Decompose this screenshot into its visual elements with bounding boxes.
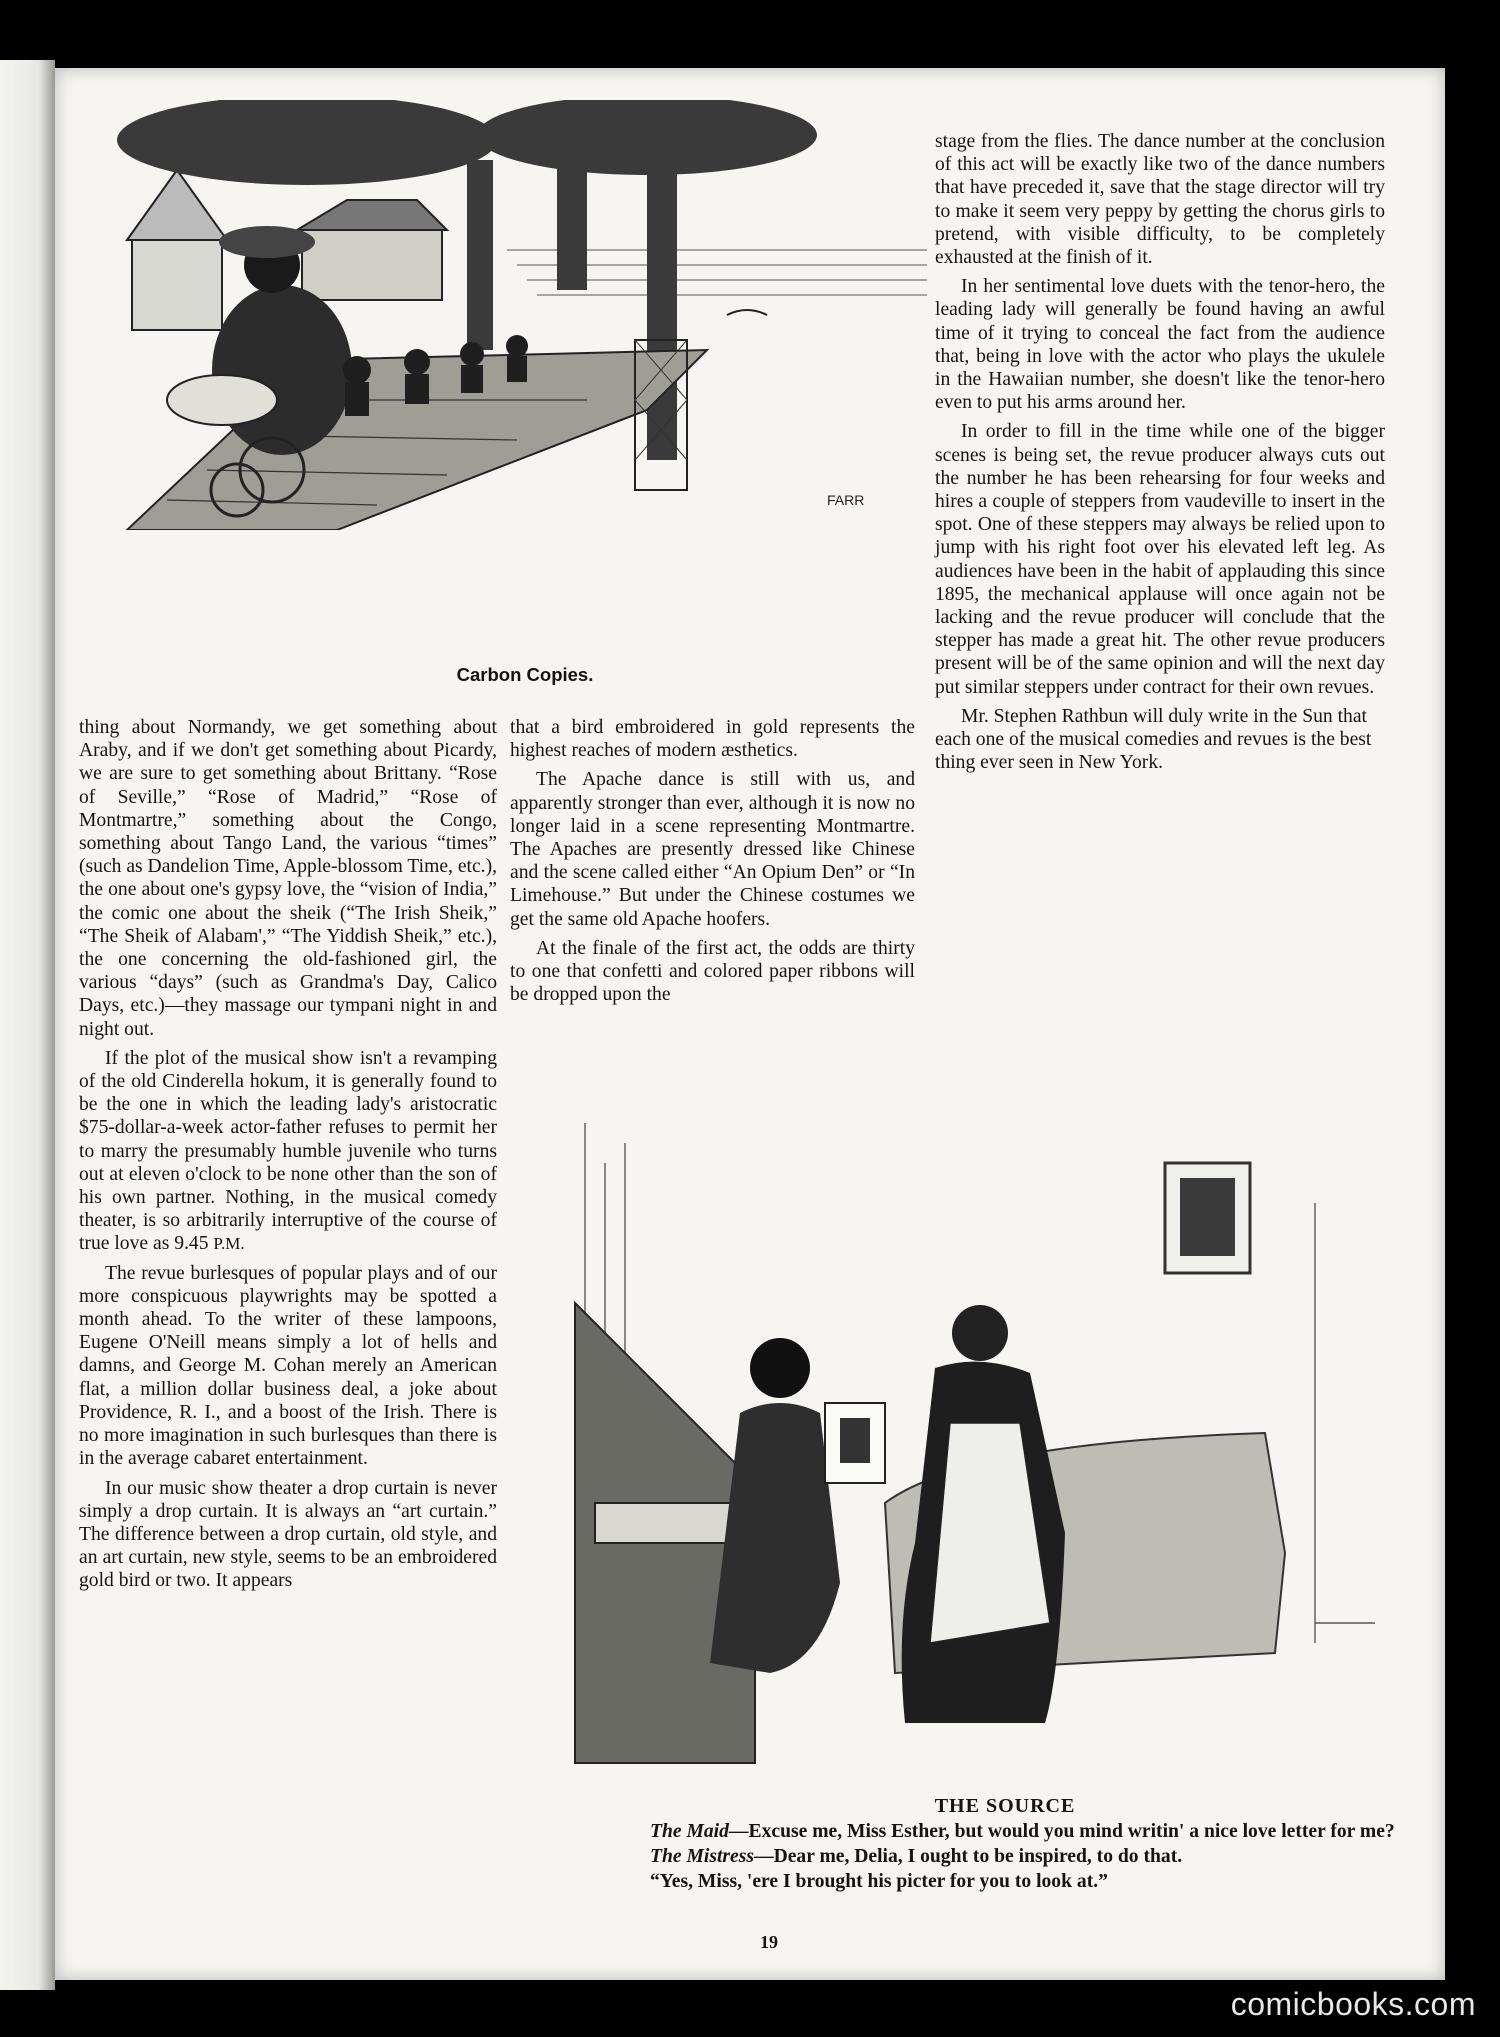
page-number: 19 [760,1932,778,1952]
maid-reply: “Yes, Miss, 'ere I brought his picter for you to look at.” [650,1871,1108,1892]
left-column [79,716,497,1599]
paragraph: that a bird embroidered in gold represents the highest reaches of modern æsthetics. [510,717,915,762]
time-suffix: P.M. [213,1234,245,1254]
paragraph: stage from the flies. The dance number at the conclusion of this act will be exactly like two of the dance numbers that have preceded it, save that the stage director will try to make it seem very peppy by getting the chorus girls to pretend, with visible difficulty, to be completely exhausted at the finish of it. [935,131,1385,269]
paragraph: In her sentimental love duets with the tenor-hero, the leading lady will generally be found having an awful time of it trying to conceal the fact from the audience that, being in love with the actor who plays the ukulele in the Hawaiian number, she doesn't like the tenor-hero even to put his arms around her. [935,276,1385,414]
mistress-dialogue [610,1844,1400,1869]
paragraph [79,1047,497,1256]
artist-signature: FARR [827,492,865,508]
speaker-mistress: The Mistress [650,1846,754,1867]
paragraph: The revue burlesques of popular plays and of our more conspicuous playwrights may be spotted a month ahead. To the writer of these lampoons, Eugene O'Neill means simply a lot of hells and damns, and George M. Cohan merely an American flat, a million dollar business deal, a joke about Providence, R. I., and a boost of the Irish. There is no more imagination in such burlesques than there is in the average cabaret entertainment. [79,1262,497,1470]
middle-column [510,716,915,1012]
paragraph: In our music show theater a drop curtain is never simply a drop curtain. It is always an “art curtain.” The difference between a drop curtain, old style, and an art curtain, new style, seems to be an embroidered gold bird or two. It appears [79,1477,497,1592]
the-source-illustration [555,1123,1413,1773]
page-spine-shadow [0,60,55,1990]
paragraph: In order to fill in the time while one of the bigger scenes is being set, the revue producer always cuts out the number he has been rehearsing for four weeks and hires a couple of steppers from vaudeville to insert in the spot. One of these steppers may always be relied upon to jump with his right foot over his elevated left leg. As audiences have been in the habit of applauding this since 1895, the mechanical applause will once again not be lacking and the revue producer will conclude that the stepper has made a great hit. The other revue producers present will be of the same opinion and will the next day put similar steppers under contract for their own revues. [935,421,1385,698]
caption-title: THE SOURCE [934,1795,1076,1817]
speaker-maid: The Maid [650,1821,729,1842]
maid-dialogue [610,1819,1400,1844]
paragraph: Mr. Stephen Rathbun will duly write in the Sun that each one of the musical comedies and revues is the best thing ever seen in New York. [935,705,1372,774]
site-watermark: comicbooks.com [1230,1986,1476,2022]
maid-text: —Excuse me, Miss Esther, but would you mind writin' a nice love letter for me? [728,1821,1395,1842]
magazine-page [55,68,1445,1980]
mistress-text: —Dear me, Delia, I ought to be inspired, to do that. [753,1846,1183,1867]
paragraph: thing about Normandy, we get something about Araby, and if we don't get something about Picardy, we are sure to get something about Brittany. “Rose of Seville,” “Rose of Madrid,” “Rose of Montmartre,” something about the Congo, something about Tango Land, the various “times” (such as Dandelion Time, Apple-blossom Time, etc.), the one about one's gypsy love, the “vision of India,” the comic one about the sheik (“The Irish Sheik,” “The Sheik of Alabam',” “The Yiddish Sheik,” etc.), the one concerning the old-fashioned girl, the various “days” (such as Grandma's Day, Calico Days, etc.)—they massage our tympani night in and night out. [79,717,497,1040]
right-column [935,130,1385,780]
paragraph: The Apache dance is still with us, and apparently stronger than ever, although it is now no longer laid in a scene representing Montmartre. The Apaches are presently dressed like Chinese and the scene called either “An Opium Den” or “In Limehouse.” But under the Chinese costumes we get the same old Apache hoofers. [510,769,915,930]
the-source-caption [610,1794,1400,1894]
carbon-copies-illustration [87,100,935,530]
paragraph: At the finale of the first act, the odds are thirty to one that confetti and colored paper ribbons will be dropped upon the [510,937,915,1006]
figure-caption-carbon-copies: Carbon Copies. [456,664,594,685]
paragraph-text: If the plot of the musical show isn't a revamping of the old Cinderella hokum, it is generally found to be the one in which the leading lady's aristocratic $75-dollar-a-week actor-father refuses to permit her to marry the presumably humble juvenile who turns out at eleven o'clock to be none other than the son of his own partner. Nothing, in the musical comedy theater, is so arbitrarily interruptive of the course of true love as 9.45 [79,1047,497,1255]
